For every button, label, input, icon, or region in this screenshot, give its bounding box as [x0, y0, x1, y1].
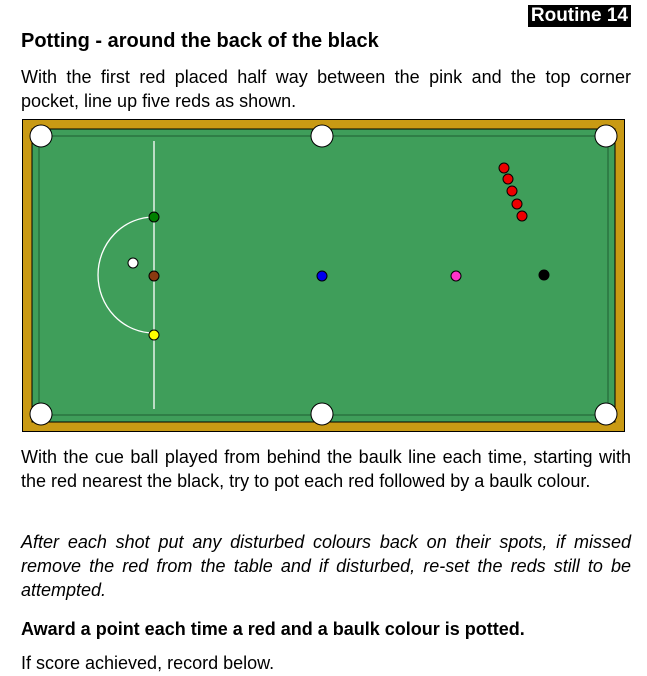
top-left-pocket [30, 125, 52, 147]
snooker-table-diagram [22, 119, 625, 432]
routine-label: Routine 14 [528, 5, 631, 27]
green-ball [149, 212, 159, 222]
bottom-right-pocket [595, 403, 617, 425]
record-text: If score achieved, record below. [21, 653, 275, 673]
top-right-pocket [595, 125, 617, 147]
bottom-middle-pocket [311, 403, 333, 425]
red-ball [507, 186, 517, 196]
intro-paragraph: With the first red placed half way between the pink and the top corner pocket, line up five reds as shown. [21, 67, 631, 111]
red-ball [499, 163, 509, 173]
pink-ball [451, 271, 461, 281]
yellow-ball [149, 330, 159, 340]
bottom-left-pocket [30, 403, 52, 425]
brown-ball [149, 271, 159, 281]
cue-ball [128, 258, 138, 268]
red-ball [517, 211, 527, 221]
page-title: Potting - around the back of the black [21, 30, 379, 52]
top-middle-pocket [311, 125, 333, 147]
award-text: Award a point each time a red and a baulk colour is potted. [21, 619, 525, 639]
red-ball [512, 199, 522, 209]
blue-ball [317, 271, 327, 281]
black-ball [539, 270, 549, 280]
red-ball [503, 174, 513, 184]
instructions-paragraph: With the cue ball played from behind the baulk line each time, starting with the red nearest the black, try to pot each red followed by a baulk colour. [21, 447, 631, 491]
reset-note: After each shot put any disturbed colours back on their spots, if missed remove the red from the table and if disturbed, re-set the reds still to be attempted. [21, 532, 631, 600]
